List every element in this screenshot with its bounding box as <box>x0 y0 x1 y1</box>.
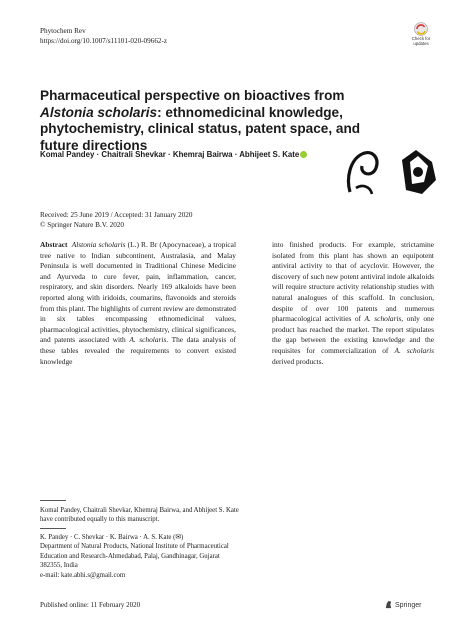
author-list: Komal Pandey · Chaitrali Shevkar · Khemraj Bairwa · Abhijeet S. Kate <box>40 150 340 160</box>
abstract-left-column: Abstract Alstonia scholaris (L.) R. Br (Apocynaceae), a tropical tree native to Indian subcontinent, Australasia, and Malay Peninsula is well documented in Traditional Chinese Medicine and Ayurveda to cure fever, pain, inflammation, cancer, respiratory, and skin disorders. Nearly 169 alkaloids have been reported along with iridoids, coumarins, flavonoids and steroids from this plant. The highlights of current review are demonstrated in six tables encompassing ethnomedicinal values, pharmacological activities, phytochemistry, clinical significances, and patents associated with A. scholaris. The data analysis of these tables revealed the requirements to convert existed knowledge <box>40 240 237 366</box>
affiliation-divider <box>40 528 66 529</box>
corresponding-email[interactable]: e-mail: kate.abhi.s@gmail.com <box>40 571 126 579</box>
received-accepted: Received: 25 June 2019 / Accepted: 31 January 2020 <box>40 211 193 219</box>
doi-link[interactable]: https://doi.org/10.1007/s11101-020-09662-z <box>40 37 168 45</box>
publisher-mark: Springer <box>384 600 421 611</box>
check-for-updates-badge[interactable] <box>404 22 438 56</box>
abstract-heading: Abstract <box>40 240 68 249</box>
title-species: Alstonia scholaris <box>40 104 158 120</box>
contribution-note: Komal Pandey, Chaitrali Shevkar, Khemraj Bairwa, and Abhijeet S. Kate have contributed equally to this manuscript. <box>40 507 239 524</box>
check-updates-label: Check for updates <box>411 36 431 46</box>
check-updates-icon <box>404 22 438 36</box>
journal-name: Phytochem Rev <box>40 27 86 35</box>
orcid-icon[interactable] <box>300 151 307 158</box>
abstract-right-column: into finished products. For example, strictamine isolated from this plant has shown an equipotent antiviral activity to that of acyclovir. However, the discovery of such new potent antiviral indole alkaloids will require structure activity relationship studies with natural analogues of this scaffold. In conclusion, despite of over 100 patents and numerous pharmacological activities of A. scholaris, only one product has reached the market. The report stipulates the gap between the existing knowledge and the requisites for commercialization of A. scholaris derived products. <box>272 240 435 366</box>
affiliation-authors: K. Pandey · C. Shevkar · K. Bairwa · A. S. Kate (✉) <box>40 534 184 541</box>
affiliation-block <box>40 533 240 580</box>
article-dates <box>40 210 193 230</box>
springer-horse-icon <box>384 600 393 609</box>
running-header <box>40 26 167 46</box>
copyright-line: © Springer Nature B.V. 2020 <box>40 221 124 229</box>
article-title: Pharmaceutical perspective on bioactives from Alstonia scholaris: ethnomedicinal knowledge, phytochemistry, clinical status, patent space, and future directions <box>40 88 361 153</box>
journal-logo <box>344 144 444 200</box>
affiliation-department: Department of Natural Products, National Institute of Pharmaceutical Education and Research-Ahmedabad, Palaj, Gandhinagar, Gujarat 382355, India <box>40 543 229 570</box>
footnote-divider <box>40 500 66 501</box>
published-online: Published online: 11 February 2020 <box>40 601 141 609</box>
